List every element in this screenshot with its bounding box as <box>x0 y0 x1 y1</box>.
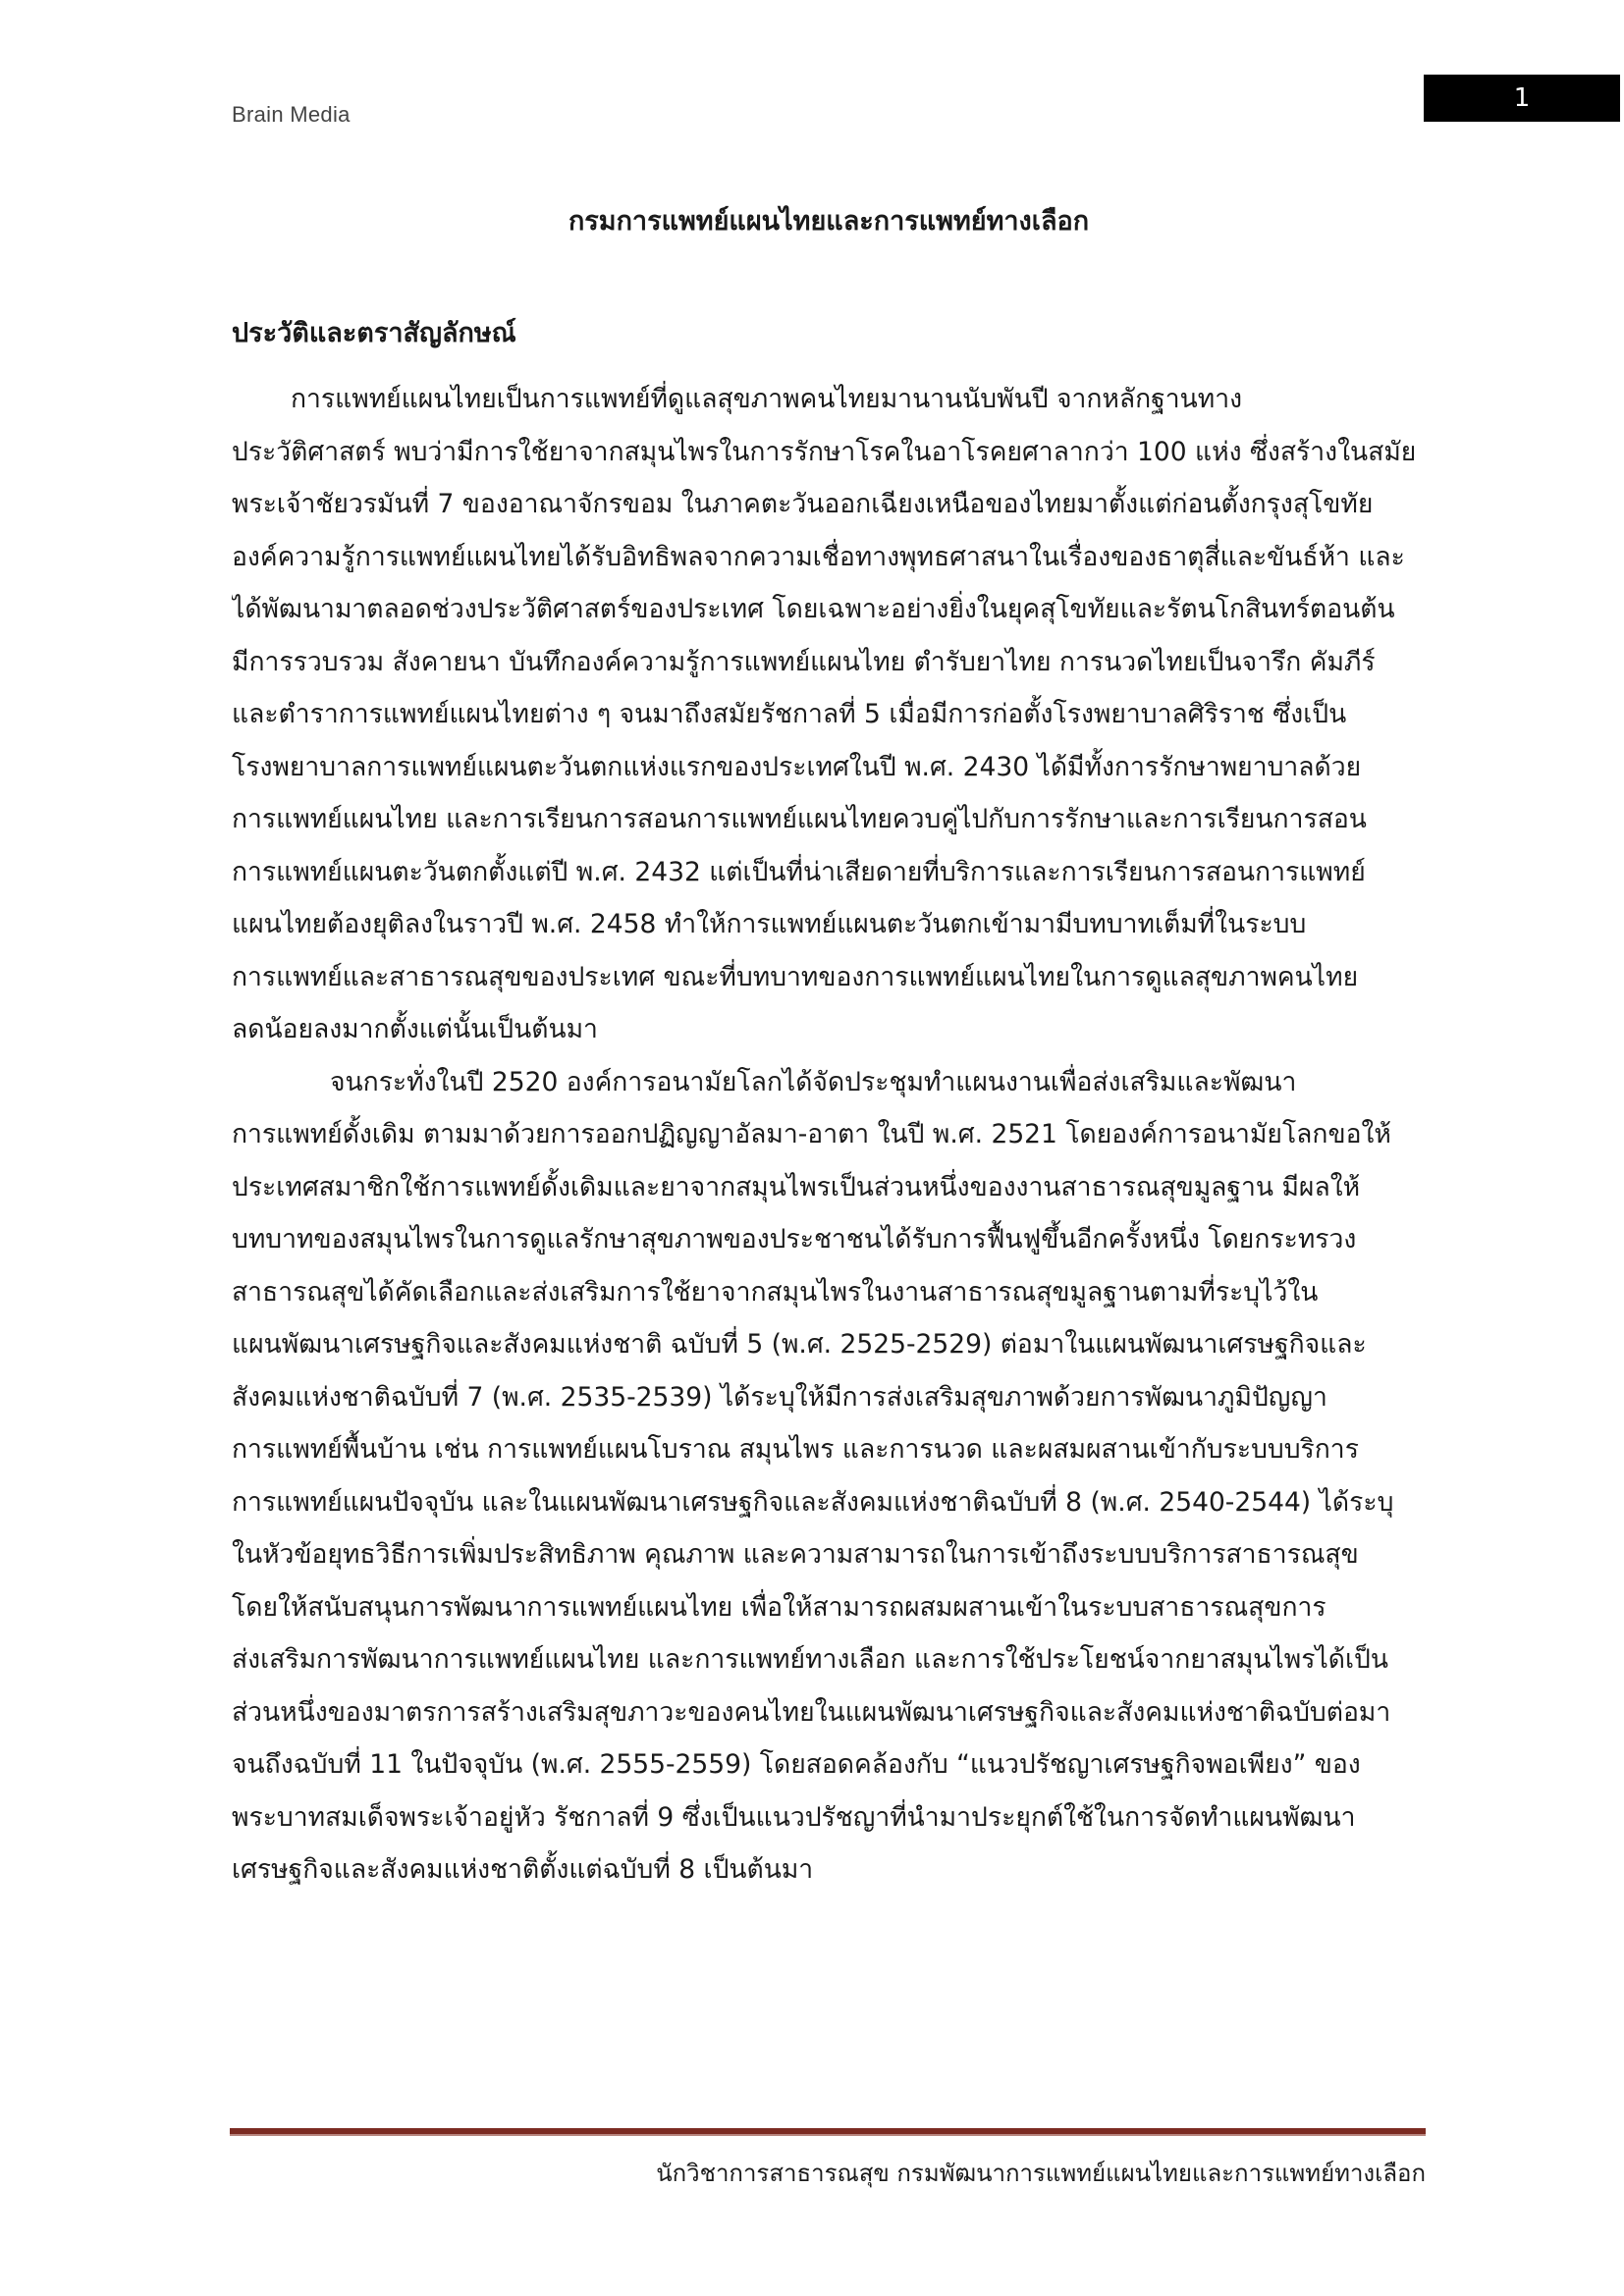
text-line: ได้พัฒนามาตลอดช่วงประวัติศาสตร์ของประเทศ โดยเฉพาะอย่างยิ่งในยุคสุโขทัยและรัตนโกสินทร์ตอนต้น <box>232 594 1395 624</box>
text-line: โดยให้สนับสนุนการพัฒนาการแพทย์แผนไทย เพื่อให้สามารถผสมผสานเข้าในระบบสาธารณสุขการ <box>232 1591 1326 1623</box>
text-line: สาธารณสุขได้คัดเลือกและส่งเสริมการใช้ยาจากสมุนไพรในงานสาธารณสุขมูลฐานตามที่ระบุไว้ใน <box>232 1276 1319 1308</box>
text-line: แผนไทยต้องยุติลงในราวปี พ.ศ. 2458 ทำให้การแพทย์แผนตะวันตกเข้ามามีบทบาทเต็มที่ในระบบ <box>232 909 1307 939</box>
text-line: ประวัติศาสตร์ พบว่ามีการใช้ยาจากสมุนไพรในการรักษาโรคในอาโรคยศาลากว่า 100 แห่ง ซึ่งสร้างในสมัย <box>232 436 1417 467</box>
text-line: สังคมแห่งชาติฉบับที่ 7 (พ.ศ. 2535-2539) ได้ระบุให้มีการส่งเสริมสุขภาพด้วยการพัฒนาภูมิปัญญา <box>232 1381 1327 1413</box>
text-line: ส่วนหนึ่งของมาตรการสร้างเสริมสุขภาวะของคนไทยในแผนพัฒนาเศรษฐกิจและสังคมแห่งชาติฉบับต่อมา <box>232 1696 1391 1728</box>
page-number: 1 <box>1424 75 1620 122</box>
document-title: กรมการแพทย์แผนไทยและการแพทย์ทางเลือก <box>568 206 1090 237</box>
text-line: จนกระทั่งในปี 2520 องค์การอนามัยโลกได้จัดประชุมทำแผนงานเพื่อส่งเสริมและพัฒนา <box>330 1066 1297 1097</box>
text-line: มีการรวบรวม สังคายนา บันทึกองค์ความรู้การแพทย์แผนไทย ตำรับยาไทย การนวดไทยเป็นจารึก คัมภีร์ <box>232 646 1376 677</box>
footer-rule <box>230 2128 1426 2136</box>
text-line: และตำราการแพทย์แผนไทยต่าง ๆ จนมาถึงสมัยรัชกาลที่ 5 เมื่อมีการก่อตั้งโรงพยาบาลศิริราช ซึ่งเป็น <box>232 699 1347 729</box>
text-line: แผนพัฒนาเศรษฐกิจและสังคมแห่งชาติ ฉบับที่ 5 (พ.ศ. 2525-2529) ต่อมาในแผนพัฒนาเศรษฐกิจและ <box>232 1329 1367 1360</box>
text-line: บทบาทของสมุนไพรในการดูแลรักษาสุขภาพของประชาชนได้รับการฟื้นฟูขึ้นอีกครั้งหนึ่ง โดยกระทรวง <box>232 1224 1357 1255</box>
text-line: การแพทย์แผนไทยเป็นการแพทย์ที่ดูแลสุขภาพคนไทยมานานนับพันปี จากหลักฐานทาง <box>291 384 1243 414</box>
text-line: โรงพยาบาลการแพทย์แผนตะวันตกแห่งแรกของประเทศในปี พ.ศ. 2430 ได้มีทั้งการรักษาพยาบาลด้วย <box>232 751 1362 782</box>
text-line: เศรษฐกิจและสังคมแห่งชาติตั้งแต่ฉบับที่ 8 เป็นต้นมา <box>232 1854 814 1885</box>
text-line: พระบาทสมเด็จพระเจ้าอยู่หัว รัชกาลที่ 9 ซึ่งเป็นแนวปรัชญาที่นำมาประยุกต์ใช้ในการจัดทำแผนพัฒนา <box>232 1801 1356 1833</box>
text-line: การแพทย์แผนตะวันตกตั้งแต่ปี พ.ศ. 2432 แต่เป็นที่น่าเสียดายที่บริการและการเรียนการสอนการแพทย์ <box>232 856 1366 887</box>
text-line: ลดน้อยลงมากตั้งแต่นั้นเป็นต้นมา <box>232 1014 598 1044</box>
text-line: ส่งเสริมการพัฒนาการแพทย์แผนไทย และการแพทย์ทางเลือก และการใช้ประโยชน์จากยาสมุนไพรได้เป็น <box>232 1644 1388 1675</box>
paragraph-1 <box>232 373 1426 1056</box>
text-line: การแพทย์ดั้งเดิม ตามมาด้วยการออกปฏิญญาอัลมา-อาตา ในปี พ.ศ. 2521 โดยองค์การอนามัยโลกขอให้ <box>232 1119 1391 1149</box>
section-heading: ประวัติและตราสัญลักษณ์ <box>232 318 516 348</box>
text-line: การแพทย์แผนไทย และการเรียนการสอนการแพทย์แผนไทยควบคู่ไปกับการรักษาและการเรียนการสอน <box>232 804 1367 834</box>
text-line: การแพทย์และสาธารณสุขของประเทศ ขณะที่บทบาทของการแพทย์แผนไทยในการดูแลสุขภาพคนไทย <box>232 961 1359 992</box>
text-line: ประเทศสมาชิกใช้การแพทย์ดั้งเดิมและยาจากสมุนไพรเป็นส่วนหนึ่งของงานสาธารณสุขมูลฐาน มีผลให้ <box>232 1171 1361 1202</box>
paragraph-2 <box>232 1056 1426 1896</box>
text-line: การแพทย์แผนปัจจุบัน และในแผนพัฒนาเศรษฐกิจและสังคมแห่งชาติฉบับที่ 8 (พ.ศ. 2540-2544) ได้ระบุ <box>232 1486 1394 1518</box>
text-line: จนถึงฉบับที่ 11 ในปัจจุบัน (พ.ศ. 2555-2559) โดยสอดคล้องกับ “แนวปรัชญาเศรษฐกิจพอเพียง” ของ <box>232 1749 1361 1780</box>
text-line: องค์ความรู้การแพทย์แผนไทยได้รับอิทธิพลจากความเชื่อทางพุทธศาสนาในเรื่องของธาตุสี่และขันธ์ห้า และ <box>232 541 1405 572</box>
footer-text: นักวิชาการสาธารณสุข กรมพัฒนาการแพทย์แผนไทยและการแพทย์ทางเลือก <box>656 2160 1426 2187</box>
text-line: การแพทย์พื้นบ้าน เช่น การแพทย์แผนโบราณ สมุนไพร และการนวด และผสมผสานเข้ากับระบบบริการ <box>232 1434 1359 1465</box>
text-line: พระเจ้าชัยวรมันที่ 7 ของอาณาจักรขอม ในภาคตะวันออกเฉียงเหนือของไทยมาตั้งแต่ก่อนตั้งกรุงสุโขทัย <box>232 489 1374 519</box>
body-text <box>232 373 1426 1896</box>
text-line: ในหัวข้อยุทธวิธีการเพิ่มประสิทธิภาพ คุณภาพ และความสามารถในการเข้าถึงระบบบริการสาธารณสุข <box>232 1539 1359 1570</box>
header-brand: Brain Media <box>232 102 351 127</box>
